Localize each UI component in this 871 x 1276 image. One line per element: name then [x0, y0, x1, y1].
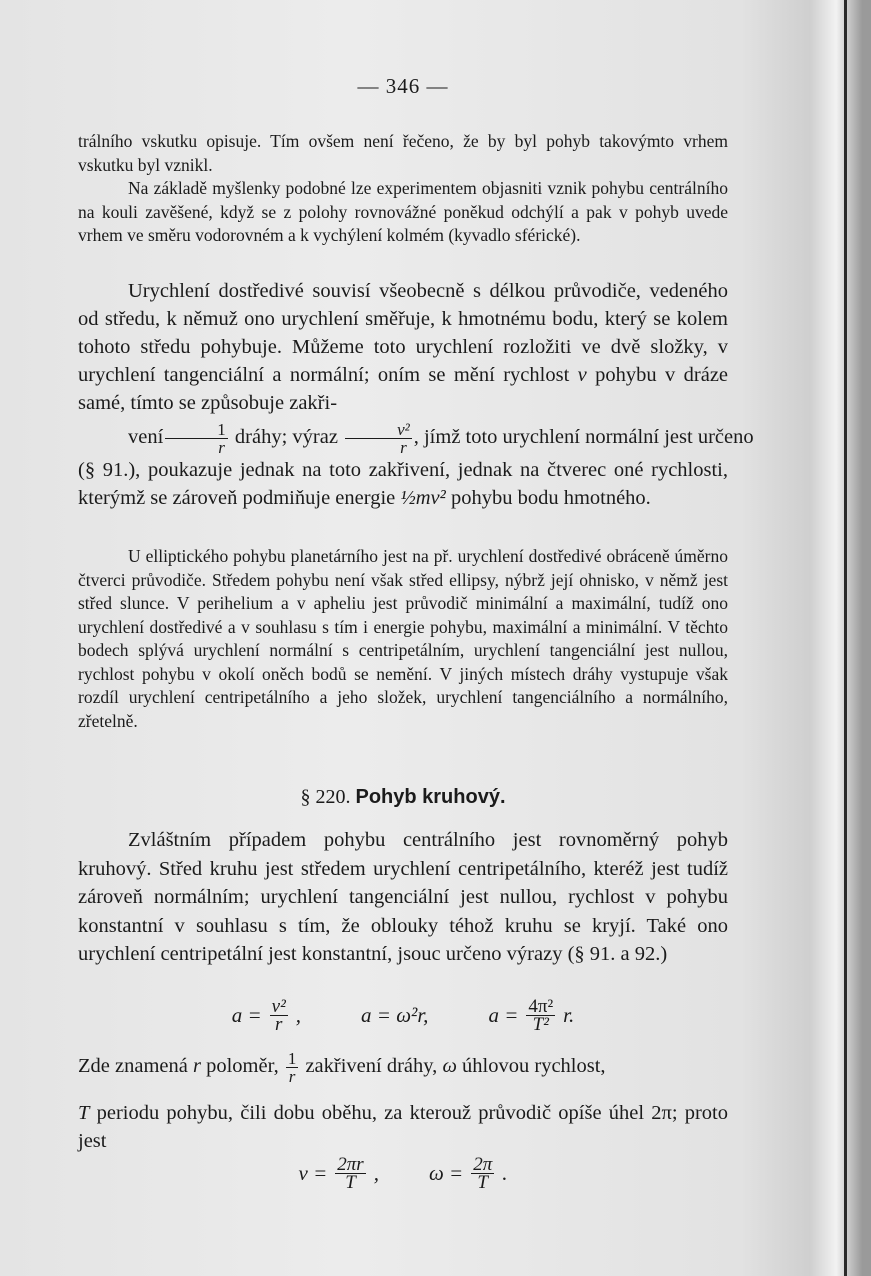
paragraph-5: Zvláštním případem pohybu centrálního jest rovnoměrný pohyb kruhový. Střed kruhu jest středem urychlení centripetálního, kteréž jest tudíž zároveň normálním; urychlení tangenciální jest nullou, rychlost v pohybu konstantní v souhlasu s tím, že oblouky téhož kruhu se kryjí. Také ono urychlení centripetální jest konstantní, jsouc určeno výrazy (§ 91. a 92.)	[78, 829, 728, 965]
paragraph-1: trálního vskutku opisuje. Tím ovšem není řečeno, že by byl pohyb takovýmto vrhem vskutku byl vznikl. Na základě myšlenky podobné lze experimentem objasniti vznik pohybu centrálního na kouli zavěšené, když se z polohy rovnovážné poněkud odchýlí a pak v pohyb uvede vrhem ve směru vodorovném a k vychýlení kolmém (kyvadlo sférické).	[78, 130, 728, 248]
paragraph-4: U elliptického pohybu planetárního jest na př. urychlení dostředivé obráceně úměrno čtverci průvodiče. Středem pohybu není však střed ellipsy, nýbrž její ohnisko, v němž jest střed slunce. V perihelium a v apheliu jest průvodič minimální a maximální, tudíž ono urychlení dostředivé a v souhlasu s tím i energie pohybu, maximální a minimální. V těchto bodech splývá urychlení normální s centripetálním, urychlení tangenciální jest nullou, rychlost pohybu v okolí oněch bodů se nemění. V jiných místech dráhy vystupuje však rozdíl urychlení centripetálního a jeho složek, urychlení tangenciálního a normálního, zřetelně.	[78, 546, 728, 731]
page-number: — 346 —	[357, 74, 449, 98]
paragraph-2: Na základě myšlenky podobné lze experimentem objasniti vznik pohybu centrálního na kouli zavěšené, když se z polohy rovnovážné poněkud odchýlí a pak v pohyb uvede vrhem ve směru vodorovném a k vychýlení kolmém (kyvadlo sférické).	[78, 178, 728, 245]
paragraph-6: Zde znamená r poloměr, $\frac{1}{r}$ zakřivení dráhy, ω úhlovou rychlost, T periodu pohybu, čili dobu oběhu, za kterouž průvodič opíše úhel 2π; proto jest	[78, 1049, 728, 1152]
equation-3: a = $\frac{\text{4π²}}{\text{T²}}$ r.	[488, 996, 575, 1035]
equation-5: ω = $\frac{2\pi}{T}$ .	[428, 1154, 508, 1193]
equation-1: a = $\frac{\text{v²}}{r}$ ,	[231, 996, 302, 1035]
energy-expression: ½mv²	[400, 487, 446, 509]
equations-row-1	[78, 998, 728, 1033]
section-heading: § 220. Pohyb kruhový.	[300, 786, 506, 808]
page-edge	[844, 0, 847, 1276]
equations-row-2	[78, 1156, 728, 1191]
paragraph-3: Urychlení dostředivé souvisí všeobecně s délkou průvodiče, vedeného od středu, k němuž ono urychlení směřuje, k hmotnému bodu, který se kolem tohoto středu pohybuje. Můžeme toto urychlení rozložiti ve dvě složky, v urychlení tangenciální a normální; oním se mění rychlost v pohybu v dráze samé, tímto se způsobuje zakři- vení $\frac{1}{r}$ dráhy; výraz $\frac{\text{v²}}{r}$ , jímž toto urychlení normální jest určeno (§ 91.), poukazuje jednak na toto zakřivení, jednak na čtverec oné rychlosti, kterýmž se zároveň podmiňuje energie ½mv² pohybu bodu hmotného.	[78, 280, 754, 509]
equation-2: a = ω²r,	[361, 1003, 429, 1027]
fraction-1-over-r: $\frac{1}{r}$	[165, 421, 228, 456]
equation-4: v = $\frac{2\pi r}{T}$ ,	[298, 1154, 379, 1193]
section-title: Pohyb kruhový.	[355, 786, 506, 808]
fraction-v2-over-r: $\frac{\text{v²}}{r}$	[345, 421, 412, 456]
